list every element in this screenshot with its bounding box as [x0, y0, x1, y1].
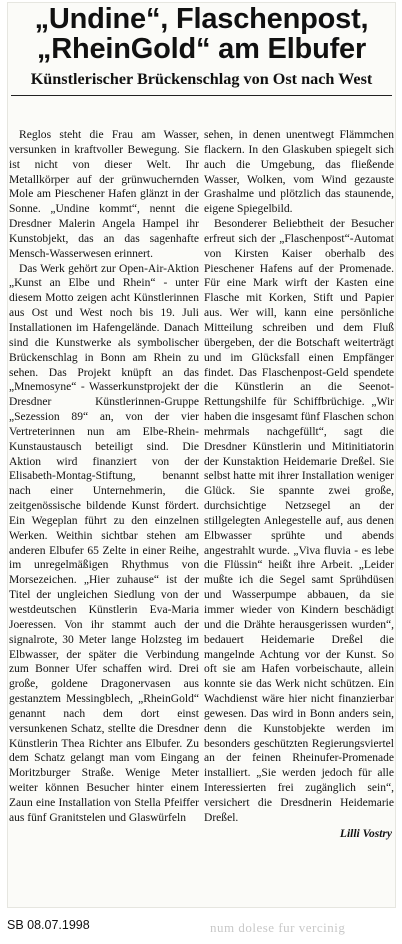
column-right	[204, 128, 394, 908]
newspaper-clipping	[7, 2, 396, 908]
paragraph: Das Werk gehört zur Open-Air-Aktion „Kunst an Elbe und Rhein“ - unter diesem Motto zeigen acht Künstlerinnen aus Ost und West noch bis 19. Juli Installationen im Hafengelände. Danach sind die Kunstwerke als symbolischer Brückenschlag in Bonn am Rhein zu sehen. Das Projekt knüpft an das „Mnemosyne“ - Wasserkunstprojekt der Dresdner Künstlerinnen-Gruppe „Sezession 89“ an, von der vier Vertreterinnen nun am Elbe-Rhein-Kunstaustausch beteiligt sind. Die Aktion wird finanziert von der Elisabeth-Montag-Stiftung, benannt nach einer Unternehmerin, die zeitgenössische bildende Kunst fördert. Ein Wegeplan führt zu den einzelnen Werken. Weithin sichtbar stehen am anderen Elbufer 65 Zelte in einer Reihe, im unregelmäßigen Rhythmus von Morsezeichen. „Hier zuhause“ ist der Titel der ungleichen Siedlung von der westdeutschen Künstlerin Eva-Maria Joeressen. Von ihr stammt auch der signalrote, 30 Meter lange Holzsteg im Elbwasser, der später die Verbindung zum Bonner Ufer schaffen wird. Drei große, goldene Dragonervasen aus gestanztem Messingblech, „RheinGold“ genannt nach dem dort einst versunkenen Schatz, stellte die Dresdner Künstlerin Thea Richter ans Elbufer. Zu dem Schatz gelangt man vom Eingang Moritzburger Straße. Wenige Meter weiter können Besucher hinter einem Zaun eine Installation von Stella Pfeiffer aus fünf Granitstelen und Glaswürfeln	[9, 262, 199, 824]
subheadline: Künstlerischer Brückenschlag von Ost nach West	[30, 70, 373, 88]
bleed-through-text: num dolese fur vercinig	[210, 920, 346, 935]
column-left	[9, 128, 199, 908]
article-body	[7, 128, 396, 908]
paragraph: Besonderer Beliebtheit der Besucher erfreut sich der „Flaschenpost“-Automat von Kirsten Kaiser oberhalb des Pieschener Hafens auf der Promenade. Für eine Mark wirft der Kasten eine Flasche mit Korken, Stift und Papier aus. Wer will, kann eine persönliche Mitteilung schreiben und dem Fluß übergeben, der die Botschaft weiterträgt und im Glücksfall einen Empfänger findet. Das Flaschenpost-Geld spendete die Künstlerin an die Seenot-Rettungshilfe für Schiffbrüchige. „Wir haben die insgesamt fünf Flaschen schon mehrmals nachgefüllt“, sagt die Dresdner Künstlerin und Mitinitiatorin der Kunstaktion Heidemarie Dreßel. Sie selbst hatte mit ihrer Installation weniger Glück. Sie spannte zwei große, durchsichtige Netzsegel an der stillgelegten Anlegestelle auf, aus denen Elbwasser sprühte und abends angestrahlt wurde. „Viva fluvia - es lebe die Flüssin“ heißt ihre Arbeit. „Leider mußte ich die Segel samt Sprühdüsen und Wasserpumpe abbauen, da sie immer wieder von Kindern beschädigt und die Drähte herausgerissen wurden“, bedauert Heidemarie Dreßel die mangelnde Achtung vor der Kunst. So oft sie am Hafen vorbeischaute, allein konnte sie das Werk nicht schützen. Ein Wachdienst wäre hier nicht finanzierbar gewesen. Das wird in Bonn anders sein, denn die Kunstobjekte werden im besonders geschützten Regierungsviertel an der feinen Rheinufer-Promenade installiert. „Sie werden jedoch für alle Interessierten frei zugänglich sein“, versichert die Dresdnerin Heidemarie Dreßel.	[204, 218, 394, 824]
source-date-label: SB 08.07.1998	[7, 918, 90, 932]
author-byline: Lilli Vostry	[339, 827, 392, 840]
headline-rule	[11, 95, 392, 96]
headline-line-2: „RheinGold“ am Elbufer	[36, 33, 367, 65]
paragraph-continued: sehen, in denen unentwegt Flämmchen flackern. In den Glaskuben spiegelt sich auch die Umgebung, das fließende Wasser, Wolken, vom Wind gezauste Grashalme und plötzlich das staunende, eigene Spiegelbild.	[204, 129, 394, 216]
paragraph: Reglos steht die Frau am Wasser, versunken in kraftvoller Bewegung. Sie ist nicht von dieser Welt. Ihr Metallkörper auf der grünwuchernden Mole am Pieschener Hafen glänzt in der Sonne. „Undine kommt“, nennt die Dresdner Malerin Angela Hampel ihr Kunstobjekt, das an das sagenhafte Mensch-Wasserwesen erinnert.	[9, 129, 199, 260]
headline-line-1: „Undine“, Flaschenpost,	[34, 3, 369, 35]
headline	[7, 2, 396, 64]
